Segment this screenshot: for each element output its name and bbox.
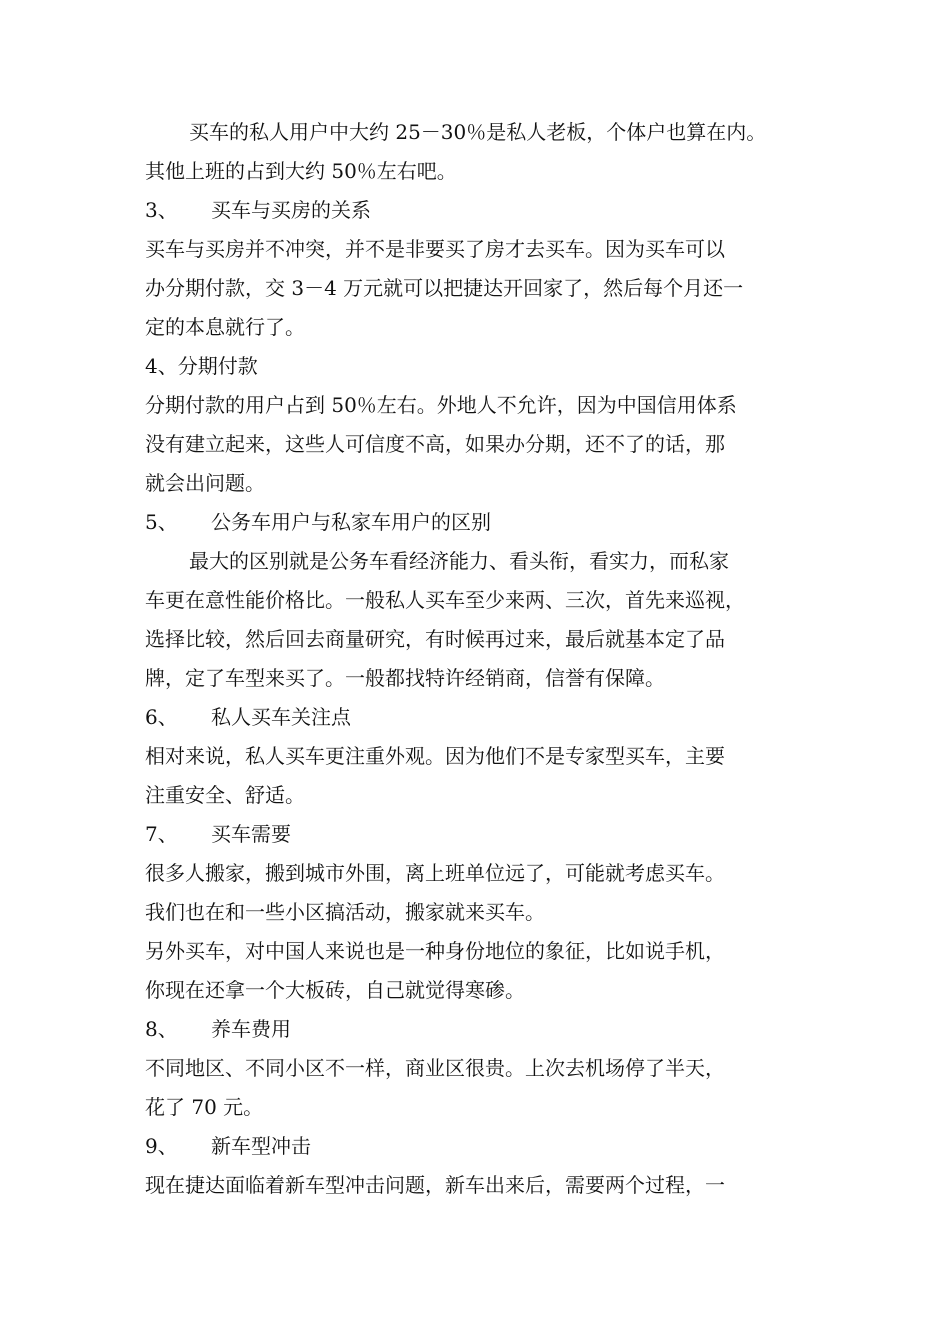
paragraph-line: 注重安全、舒适。 [145, 783, 305, 807]
section-number: 6、 [145, 705, 178, 729]
section-heading [145, 815, 835, 854]
paragraph-line: 牌，定了车型来买了。一般都找特许经销商，信誉有保障。 [145, 666, 665, 690]
section-title: 私人买车关注点 [211, 705, 351, 729]
paragraph-line: 现在捷达面临着新车型冲击问题，新车出来后，需要两个过程，一 [145, 1173, 725, 1197]
section-heading [145, 191, 835, 230]
section-number: 8、 [145, 1017, 178, 1041]
paragraph-line: 就会出问题。 [145, 471, 265, 495]
section-heading [145, 698, 835, 737]
paragraph-line: 没有建立起来，这些人可信度不高，如果办分期，还不了的话，那 [145, 432, 725, 456]
document-body [145, 113, 835, 1205]
paragraph-line: 买车的私人用户中大约 25－30％是私人老板，个体户也算在内。 [189, 120, 767, 144]
section-title: 买车需要 [211, 822, 291, 846]
paragraph-line: 花了 70 元。 [145, 1095, 264, 1119]
section-title: 买车与买房的关系 [211, 198, 371, 222]
section-number: 3、 [145, 198, 178, 222]
section-heading [145, 1010, 835, 1049]
paragraph-line: 另外买车，对中国人来说也是一种身份地位的象征，比如说手机， [145, 939, 725, 963]
paragraph-line: 最大的区别就是公务车看经济能力、看头衔，看实力，而私家 [189, 549, 729, 573]
paragraph-line: 选择比较，然后回去商量研究，有时候再过来，最后就基本定了品 [145, 627, 725, 651]
paragraph-line: 很多人搬家，搬到城市外围，离上班单位远了，可能就考虑买车。 [145, 861, 725, 885]
section-title: 公务车用户与私家车用户的区别 [211, 510, 491, 534]
section-heading: 4、分期付款 [145, 354, 258, 378]
paragraph-line: 定的本息就行了。 [145, 315, 305, 339]
paragraph-line: 相对来说，私人买车更注重外观。因为他们不是专家型买车，主要 [145, 744, 725, 768]
section-heading [145, 1127, 835, 1166]
section-number: 9、 [145, 1134, 178, 1158]
paragraph-line: 其他上班的占到大约 50％左右吧。 [145, 159, 457, 183]
paragraph-line: 分期付款的用户占到 50％左右。外地人不允许，因为中国信用体系 [145, 393, 737, 417]
paragraph-line: 买车与买房并不冲突，并不是非要买了房才去买车。因为买车可以 [145, 237, 725, 261]
paragraph-line: 车更在意性能价格比。一般私人买车至少来两、三次，首先来巡视， [145, 588, 745, 612]
section-title: 养车费用 [211, 1017, 291, 1041]
section-number: 5、 [145, 510, 178, 534]
section-title: 新车型冲击 [211, 1134, 311, 1158]
paragraph-line: 办分期付款，交 3－4 万元就可以把捷达开回家了，然后每个月还一 [145, 276, 744, 300]
section-heading [145, 503, 835, 542]
section-number: 7、 [145, 822, 178, 846]
paragraph-line: 不同地区、不同小区不一样，商业区很贵。上次去机场停了半天， [145, 1056, 725, 1080]
paragraph-line: 你现在还拿一个大板砖，自己就觉得寒碜。 [145, 978, 525, 1002]
paragraph-line: 我们也在和一些小区搞活动，搬家就来买车。 [145, 900, 545, 924]
